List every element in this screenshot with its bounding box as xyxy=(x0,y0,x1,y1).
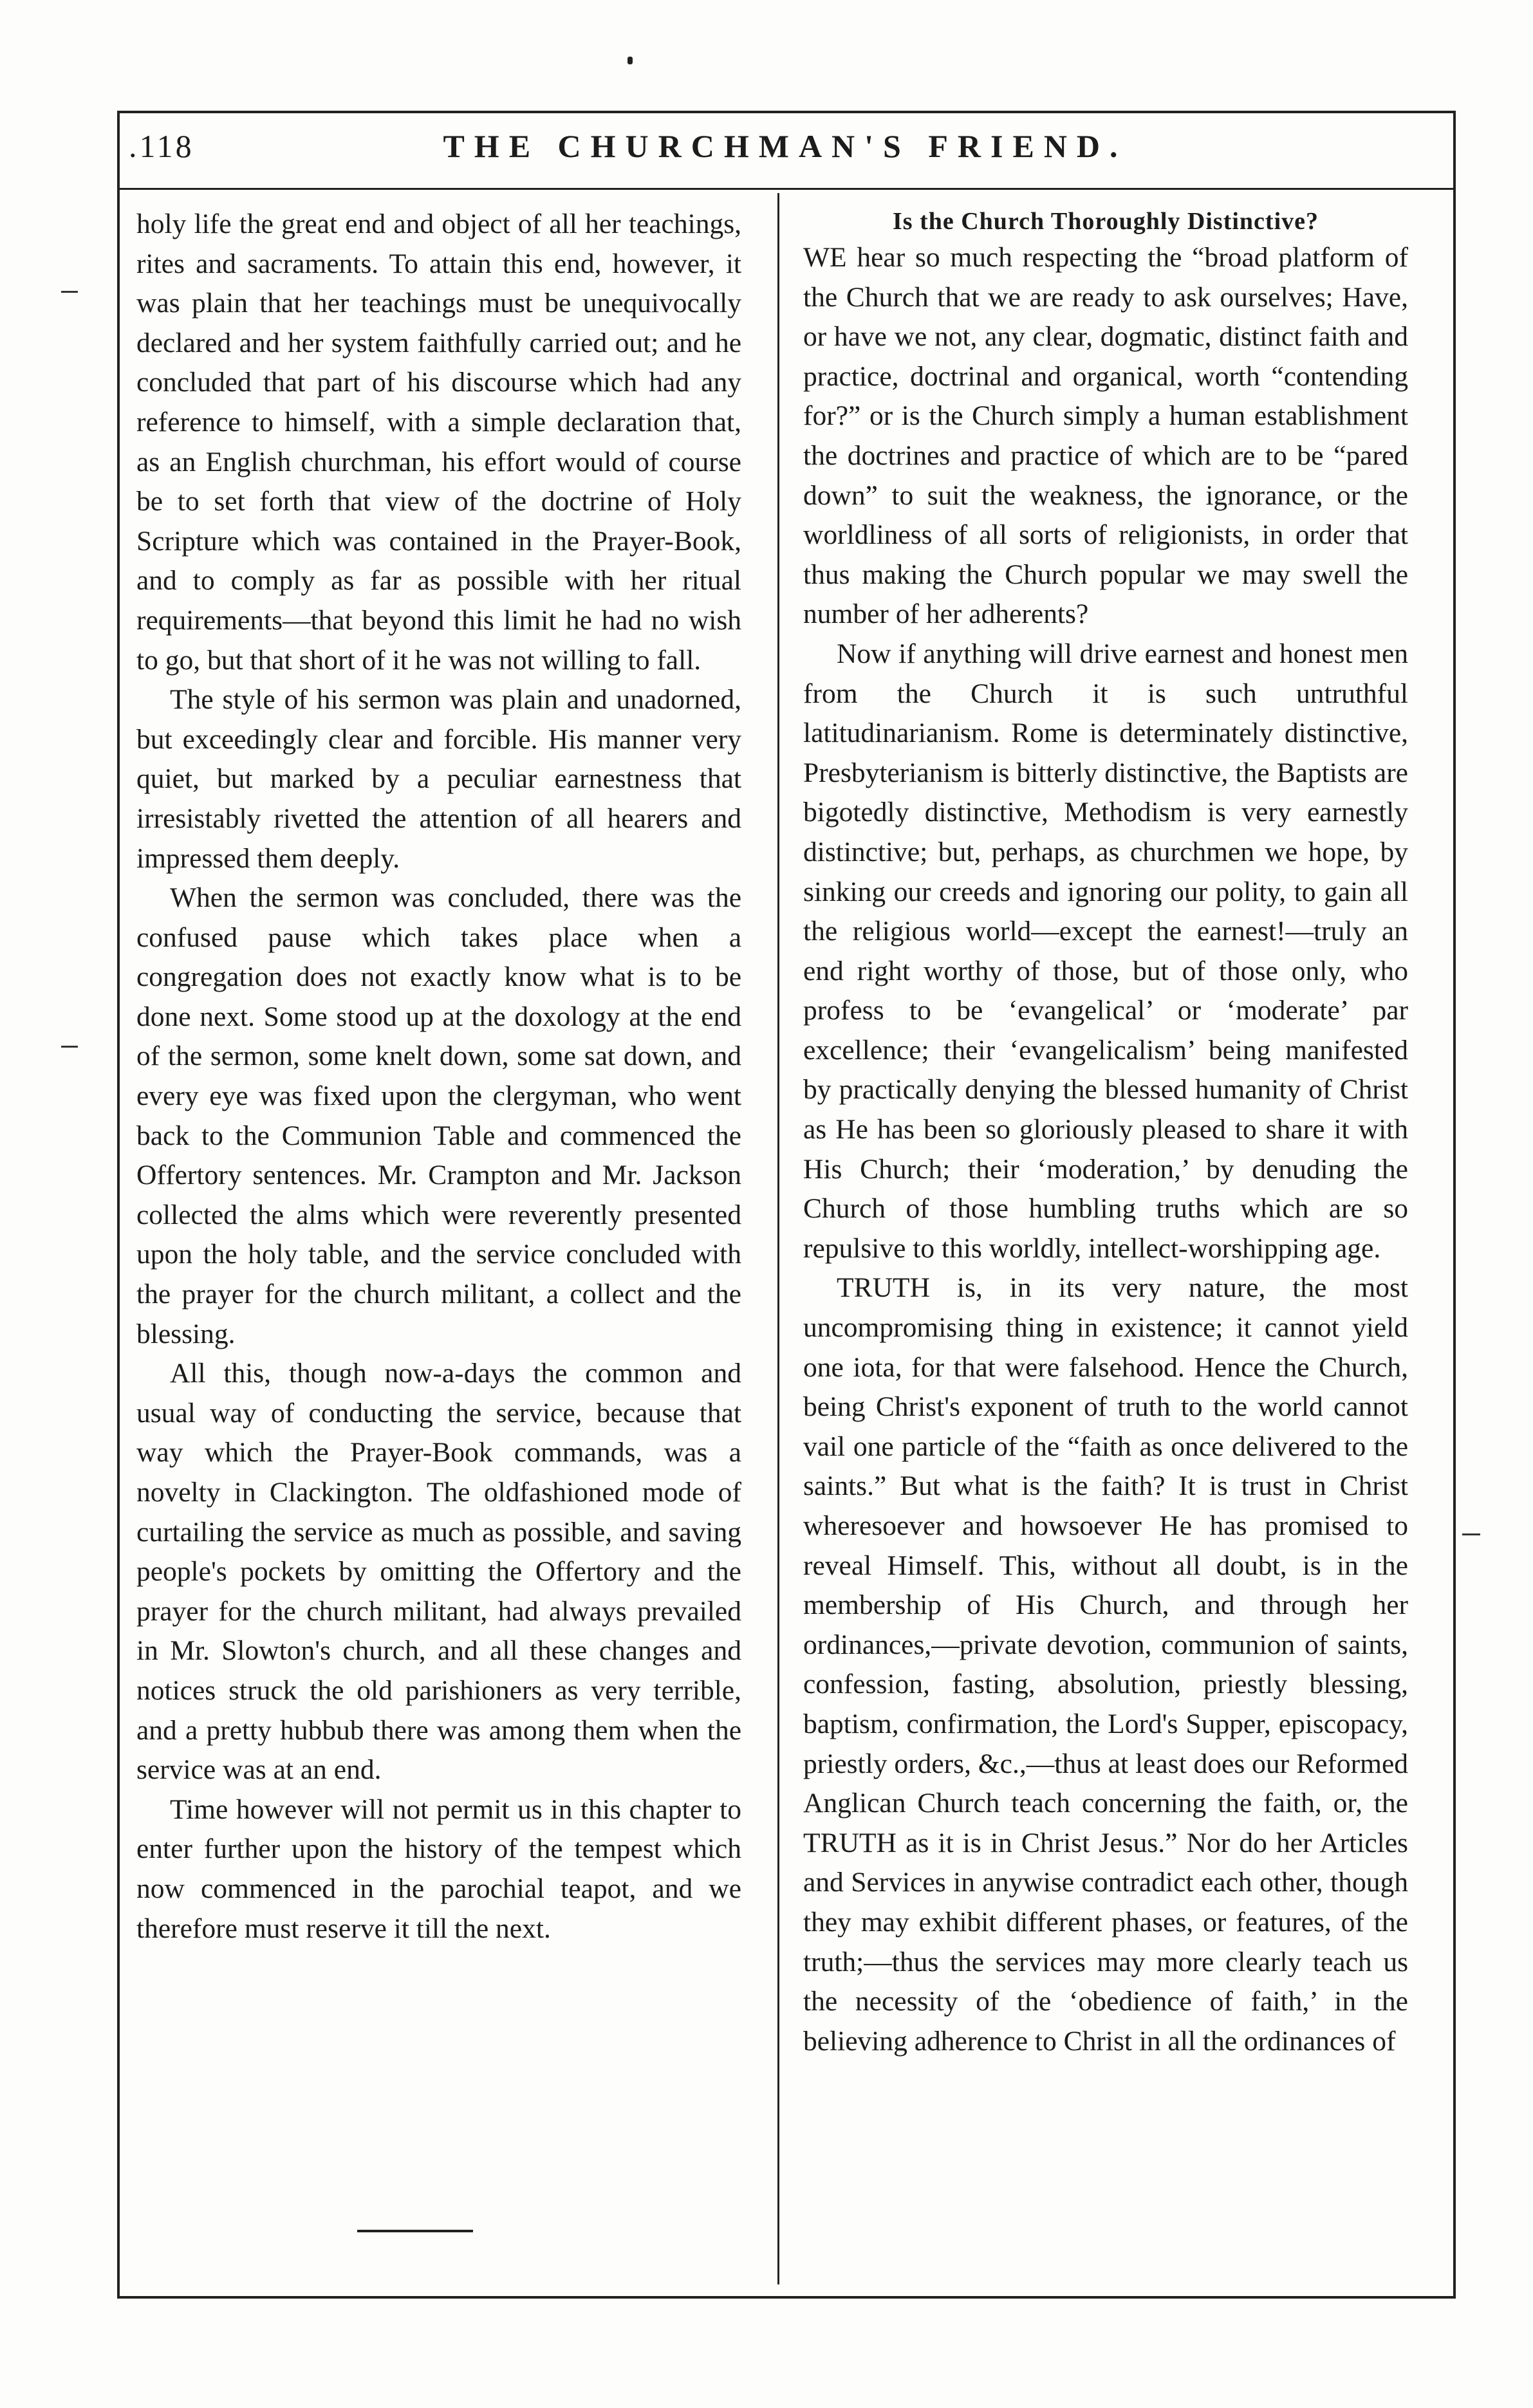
section-title: Is the Church Thoroughly Distinctive? xyxy=(893,208,1319,235)
page-header xyxy=(129,127,1442,172)
header-rule xyxy=(117,188,1456,190)
margin-mark xyxy=(1462,1533,1480,1535)
paragraph: The style of his sermon was plain and unadorned, but exceedingly clear and forcible. His manner very quiet, but marked by a peculiar earnestness that irresistably rivetted the attention of all hearers and impressed them deeply. xyxy=(136,684,741,874)
running-title: THE CHURCHMAN'S FRIEND. xyxy=(443,128,1128,164)
frame-left-rule xyxy=(117,111,120,2299)
paragraph: TRUTH is, in its very nature, the most uncompromising thing in existence; it cannot yield one iota, for that were falsehood. Hence the Church, being Christ's exponent of truth to the world cannot vail one particle of the “faith as once delivered to the saints.” But what is the faith? It is trust in Christ wheresoever and howsoever He has promised to reveal Himself. This, without all doubt, is in the membership of His Church, and through her ordinances,—private devotion, communion of saints, confession, fasting, absolution, priestly blessing, baptism, confirmation, the Lord's Supper, episcopacy, priestly orders, &c.,—thus at least does our Reformed Anglican Church teach concerning the faith, or, the TRUTH as it is in Christ Jesus.” Nor do her Articles and Services in anywise contradict each other, though they may exhibit different phases, or features, of the truth;—thus the services may more clearly teach us the necessity of the ‘obedience of faith,’ in the believing adherence to Christ in all the ordinances of xyxy=(803,1272,1408,2057)
paragraph: Now if anything will drive earnest and honest men from the Church it is such untruthful latitudinarianism. Rome is determinately distinctive, Presbyterianism is bitterly distinctive, the Baptists are bigotedly distinctive, Methodism is very earnestly distinctive; but, perhaps, as churchmen we hope, by sinking our creeds and ignoring our polity, to gain all the religious world—except the earnest!—truly an end right worthy of those, but of those only, who profess to be ‘evangelical’ or ‘moderate’ par excellence; their ‘evangelicalism’ being manifested by practically denying the blessed humanity of Christ as He has been so gloriously pleased to share it with His Church; their ‘moderation,’ by denuding the Church of those humbling truths which are so repulsive to this worldly, intellect-worshipping age. xyxy=(803,638,1408,1264)
left-column xyxy=(136,205,741,1949)
ink-speck xyxy=(627,57,633,64)
paragraph: When the sermon was concluded, there was the confused pause which takes place when a congregation does not exactly know what is to be done next. Some stood up at the doxology at the end of the sermon, some knelt down, some sat down, and every eye was fixed upon the clergyman, who went back to the Communion Table and commenced the Offertory sentences. Mr. Crampton and Mr. Jackson collected the alms which were reverently presented upon the holy table, and the service concluded with the prayer for the church militant, a collect and the blessing. xyxy=(136,882,741,1349)
page-number: .118 xyxy=(129,128,194,164)
right-column xyxy=(803,205,1408,2061)
paragraph: holy life the great end and object of all her teachings, rites and sacraments. To attain this end, however, it was plain that her teachings must be unequivocally declared and her system faithfully carried out; and he concluded that part of his discourse which had any reference to himself, with a simple declaration that, as an English churchman, his effort would of course be to set forth that view of the doctrine of Holy Scripture which was contained in the Prayer-Book, and to comply as far as possible with her ritual requirements—that beyond this limit he had no wish to go, but that short of it he was not willing to fall. xyxy=(136,208,741,676)
paragraph: Time however will not permit us in this chapter to enter further upon the history of the tempest which now commenced in the parochial teapot, and we therefore must reserve it till the next. xyxy=(136,1793,741,1944)
frame-right-rule xyxy=(1453,111,1456,2299)
paragraph: All this, though now-a-days the common and usual way of conducting the service, because that way which the Prayer-Book commands, was a novelty in Clackington. The oldfashioned mode of curtailing the service as much as possible, and saving people's pockets by omitting the Offertory and the prayer for the church militant, had always prevailed in Mr. Slowton's church, and all these changes and notices struck the old parishioners as very terrible, and a pretty hubbub there was among them when the service was at an end. xyxy=(136,1358,741,1786)
frame-bottom-rule xyxy=(117,2296,1456,2299)
margin-mark xyxy=(61,1046,78,1048)
column-divider xyxy=(777,193,779,2284)
paragraph: WE hear so much respecting the “broad platform of the Church that we are ready to ask ourselves; Have, or have we not, any clear, dogmatic, distinct faith and practice, doctrinal and organical, worth “contending for?” or is the Church simply a human establishment the doctrines and practice of which are to be “pared down” to suit the weakness, the ignorance, or the worldliness of all sorts of religionists, in order that thus making the Church popular we may swell the number of her adherents? xyxy=(803,242,1408,630)
margin-mark xyxy=(61,291,78,293)
section-end-rule xyxy=(357,2230,473,2232)
frame-top-rule xyxy=(117,111,1456,113)
